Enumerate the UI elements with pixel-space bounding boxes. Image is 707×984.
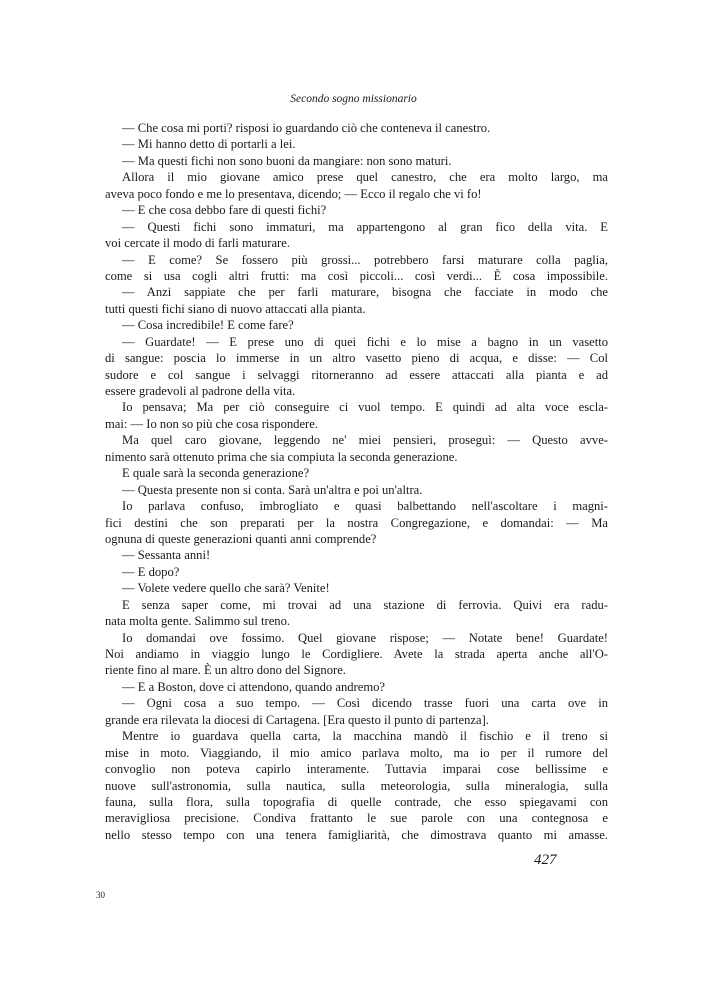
- text-line: E senza saper come, mi trovai ad una stazione di ferrovia. Quivi era radu-: [122, 597, 608, 612]
- text-line: — E che cosa debbo fare di questi fichi?: [122, 203, 327, 218]
- text-line: convoglio non poteva capirlo interamente. Tuttavia imparai cose bellissime e: [105, 762, 608, 777]
- text-line: Io pensava; Ma per ciò conseguire ci vuol tempo. E quindi ad alta voce escla-: [122, 400, 608, 415]
- text-line: nello stesso tempo con una tenera famigliarità, che dimostrava quanto mi amasse.: [105, 827, 608, 842]
- text-line: come si usa cogli altri frutti: ma così piccoli... così verdi... È cosa impossibile.: [105, 268, 608, 283]
- text-line: — Questa presente non si conta. Sarà un'altra e poi un'altra.: [122, 482, 423, 497]
- text-line: Noi andiamo in viaggio lungo le Cordigliere. Avete la strada aperta anche all'O-: [105, 647, 608, 661]
- body-text: [105, 120, 608, 843]
- page-number: 427: [534, 852, 557, 868]
- text-line: — Sessanta anni!: [122, 548, 211, 563]
- text-line: E quale sarà la seconda generazione?: [122, 466, 310, 481]
- text-line: Ma quel caro giovane, leggendo ne' miei pensieri, proseguì: — Questo avve-: [122, 433, 608, 448]
- text-line: — Guardate! — E prese uno di quei fichi e lo mise a bagno in un vasetto: [122, 334, 608, 349]
- text-line: — E a Boston, dove ci attendono, quando andremo?: [122, 679, 386, 694]
- text-line: — Che cosa mi porti? risposi io guardando ciò che conteneva il canestro.: [122, 121, 491, 135]
- text-line: meravigliosa precisione. Condiva frattanto le sue parole con una contegnosa e: [105, 811, 608, 826]
- text-line: Io domandai ove fossimo. Quel giovane rispose; — Notate bene! Guardate!: [122, 630, 608, 645]
- text-line: tutti questi fichi siano di nuovo attaccati alla pianta.: [105, 301, 366, 316]
- text-line: — Mi hanno detto di portarli a lei.: [122, 137, 296, 152]
- text-line: riente fino al mare. È un altro dono del Signore.: [105, 663, 346, 678]
- text-line: Io parlava confuso, imbrogliato e quasi balbettando nell'ascoltare i magni-: [122, 499, 608, 514]
- text-line: sudore e col sangue i selvaggi ritorneranno ad essere attaccati alla pianta e ad: [105, 367, 608, 382]
- text-line: nimento sarà ottenuto prima che sia compiuta la seconda generazione.: [105, 449, 458, 464]
- text-line: nuove sull'astronomia, sulla nautica, sulla meteorologia, sulla mineralogia, sulla: [105, 778, 608, 793]
- text-line: ognuna di queste generazioni quanti anni comprende?: [105, 531, 377, 546]
- text-line: mai: — Io non so più che cosa rispondere.: [105, 416, 318, 431]
- text-line: — Anzi sappiate che per farli maturare, bisogna che facciate in modo che: [122, 285, 608, 300]
- text-line: Mentre io guardava quella carta, la macchina mandò il fischio e il treno si: [122, 729, 608, 744]
- text-line: grande era rilevata la diocesi di Cartagena. [Era questo il punto di partenza].: [105, 712, 489, 727]
- text-line: — E dopo?: [122, 564, 180, 579]
- text-line: — Ogni cosa a suo tempo. — Così dicendo trasse fuori una carta ove in: [122, 696, 608, 711]
- text-line: essere gradevoli al padrone della vita.: [105, 384, 296, 398]
- text-line: — E come? Se fossero più grossi... potrebbero farsi maturare colla paglia,: [122, 252, 608, 267]
- text-line: — Questi fichi sono immaturi, ma appartengono al gran fico della vita. E: [122, 219, 608, 234]
- text-line: voi cercate il modo di farli maturare.: [105, 236, 290, 251]
- running-header: Secondo sogno missionario: [290, 93, 417, 105]
- text-line: fauna, sulla flora, sulla topografia di quelle contrade, che esso spiegavami con: [105, 794, 608, 809]
- text-line: — Volete vedere quello che sarà? Venite!: [122, 581, 330, 596]
- signature-mark: 30: [96, 890, 105, 900]
- text-line: di sangue: poscia lo immerse in un altro vasetto pieno di acqua, e disse: — Col: [105, 351, 608, 366]
- text-line: — Ma questi fichi non sono buoni da mangiare: non sono maturi.: [122, 153, 452, 168]
- text-line: nata molta gente. Salimmo sul treno.: [105, 614, 291, 629]
- text-line: fici destini che son preparati per la nostra Congregazione, e domandai: — Ma: [105, 515, 608, 530]
- text-line: Allora il mio giovane amico prese quel canestro, che era molto largo, ma: [122, 170, 608, 185]
- text-line: mise in moto. Viaggiando, il mio amico parlava molto, ma io per il rumore del: [105, 745, 608, 760]
- text-line: aveva poco fondo e me lo presentava, dicendo; — Ecco il regalo che vi fo!: [105, 186, 482, 201]
- text-line: — Cosa incredibile! E come fare?: [122, 318, 294, 333]
